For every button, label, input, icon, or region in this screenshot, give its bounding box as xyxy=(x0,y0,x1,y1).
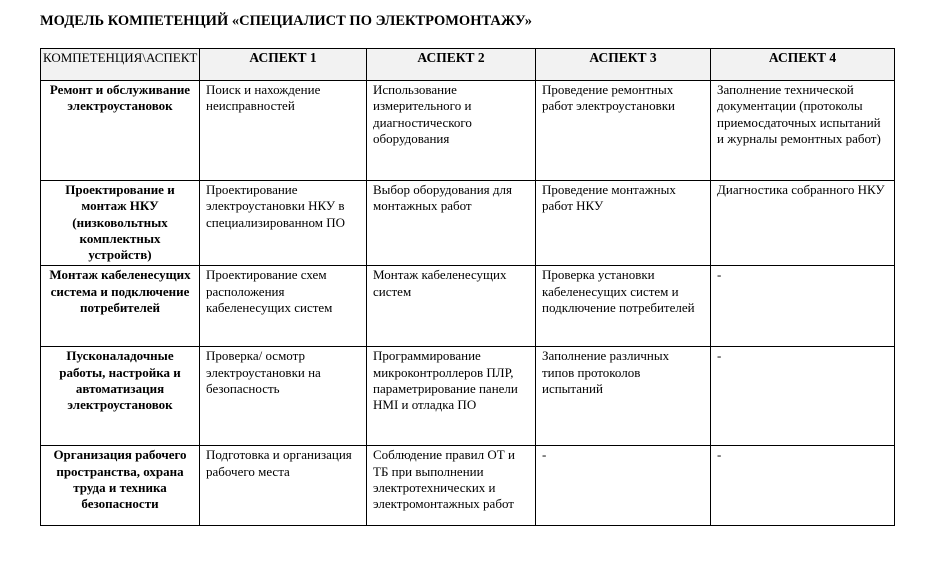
table-header-row xyxy=(41,49,895,81)
header-aspect-2: АСПЕКТ 2 xyxy=(367,49,536,81)
aspect-cell: Проведение монтажных работ НКУ xyxy=(536,181,711,266)
aspect-cell: Монтаж кабеленесущих систем xyxy=(367,266,536,347)
aspect-cell: Выбор оборудования для монтажных работ xyxy=(367,181,536,266)
table-row xyxy=(41,266,895,347)
table-row xyxy=(41,347,895,446)
competence-cell: Организация рабочего пространства, охрана труда и техника безопасности xyxy=(41,446,200,526)
aspect-cell: Программирование микроконтроллеров ПЛР, параметрирование панели HMI и отладка ПО xyxy=(367,347,536,446)
competence-cell: Пусконаладочные работы, настройка и автоматизация электроустановок xyxy=(41,347,200,446)
aspect-cell: Проведение ремонтных работ электроустановки xyxy=(536,81,711,181)
aspect-cell: Проектирование схем расположения кабеленесущих систем xyxy=(200,266,367,347)
aspect-cell: Поиск и нахождение неисправностей xyxy=(200,81,367,181)
table-row xyxy=(41,446,895,526)
aspect-cell: Соблюдение правил ОТ и ТБ при выполнении электротехнических и электромонтажных работ xyxy=(367,446,536,526)
aspect-cell: - xyxy=(711,347,895,446)
header-aspect-3: АСПЕКТ 3 xyxy=(536,49,711,81)
aspect-cell: - xyxy=(711,446,895,526)
aspect-cell: Проверка/ осмотр электроустановки на безопасность xyxy=(200,347,367,446)
competency-table xyxy=(40,48,895,526)
aspect-cell: - xyxy=(711,266,895,347)
aspect-cell: Заполнение технической документации (протоколы приемосдаточных испытаний и журналы ремонтных работ) xyxy=(711,81,895,181)
competence-cell: Проектирование и монтаж НКУ (низковольтных комплектных устройств) xyxy=(41,181,200,266)
header-aspect-1: АСПЕКТ 1 xyxy=(200,49,367,81)
table-row xyxy=(41,181,895,266)
aspect-cell: Подготовка и организация рабочего места xyxy=(200,446,367,526)
aspect-cell: Использование измерительного и диагностического оборудования xyxy=(367,81,536,181)
header-competence-aspect: КОМПЕТЕНЦИЯ\АСПЕКТ xyxy=(41,49,200,81)
table-row xyxy=(41,81,895,181)
aspect-cell: Проектирование электроустановки НКУ в специализированном ПО xyxy=(200,181,367,266)
document-title: МОДЕЛЬ КОМПЕТЕНЦИЙ «СПЕЦИАЛИСТ ПО ЭЛЕКТРОМОНТАЖУ» xyxy=(40,13,533,29)
header-aspect-4: АСПЕКТ 4 xyxy=(711,49,895,81)
competence-cell: Ремонт и обслуживание электроустановок xyxy=(41,81,200,181)
aspect-cell: Диагностика собранного НКУ xyxy=(711,181,895,266)
aspect-cell: Заполнение различных типов протоколов испытаний xyxy=(536,347,711,446)
competence-cell: Монтаж кабеленесущих система и подключение потребителей xyxy=(41,266,200,347)
aspect-cell: - xyxy=(536,446,711,526)
aspect-cell: Проверка установки кабеленесущих систем и подключение потребителей xyxy=(536,266,711,347)
